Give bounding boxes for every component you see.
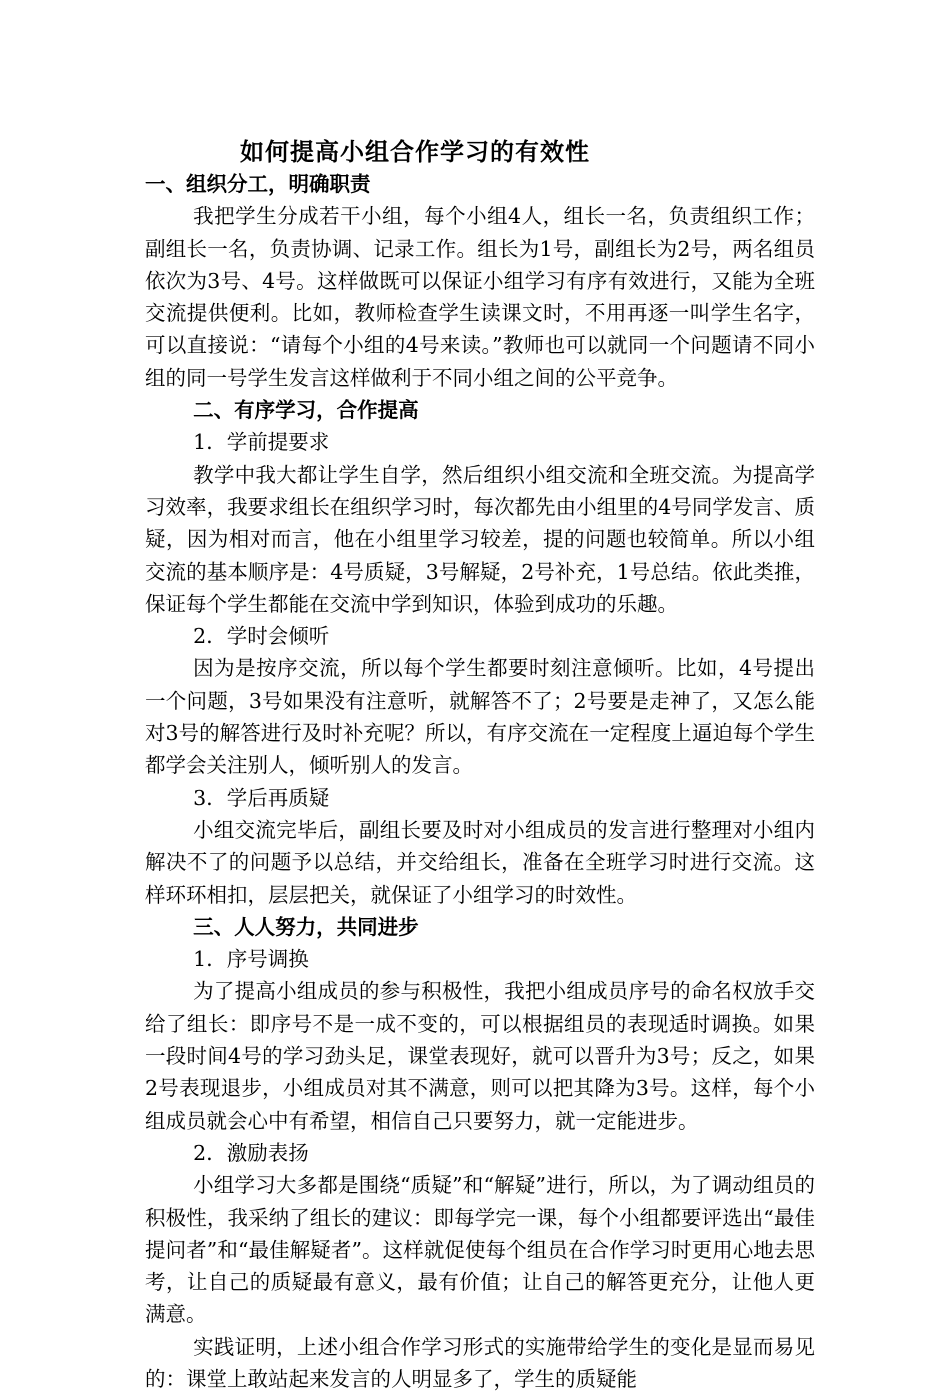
paragraph-3-2: 小组学习大多都是围绕“质疑”和“解疑”进行，所以，为了调动组员的积极性，我采纳了组长的建议：即每学完一课，每个小组都要评选出“最佳提问者”和“最佳解疑者”。这样就促使每个组员在合作学习时更用心地去思考，让自己的质疑最有意义，最有价值；让自己的解答更充分，让他人更满意。 — [145, 1173, 815, 1327]
paragraph-2-1: 教学中我大都让学生自学，然后组织小组交流和全班交流。为提高学习效率，我要求组长在组织学习时，每次都先由小组里的4号同学发言、质疑，因为相对而言，他在小组里学习较差，提的问题也较简单。所以小组交流的基本顺序是：4号质疑，3号解疑，2号补充，1号总结。依此类推，保证每个学生都能在交流中学到知识，体验到成功的乐趣。 — [145, 462, 815, 616]
document-body — [145, 168, 815, 1395]
paragraph-2-2: 因为是按序交流，所以每个学生都要时刻注意倾听。比如，4号提出一个问题，3号如果没有注意听，就解答不了；2号要是走神了，又怎么能对3号的解答进行及时补充呢？所以，有序交流在一定程度上逼迫每个学生都学会关注别人，倾听别人的发言。 — [145, 656, 815, 778]
section-heading-1: 一、组织分工，明确职责 — [145, 172, 371, 196]
subheading-3-1: 1．序号调换 — [193, 947, 309, 972]
subheading-3-2: 2．激励表扬 — [193, 1140, 309, 1165]
section-heading-2: 二、有序学习，合作提高 — [193, 398, 419, 423]
subheading-2-2: 2．学时会倾听 — [193, 624, 330, 649]
document-title: 如何提高小组合作学习的有效性 — [240, 137, 590, 166]
section-heading-3: 三、人人努力，共同进步 — [193, 914, 419, 939]
subheading-2-1: 1．学前提要求 — [193, 430, 330, 455]
paragraph-2-3: 小组交流完毕后，副组长要及时对小组成员的发言进行整理对小组内解决不了的问题予以总结，并交给组长，准备在全班学习时进行交流。这样环环相扣，层层把关，就保证了小组学习的时效性。 — [145, 817, 815, 907]
section-1-paragraph: 我把学生分成若干小组，每个小组4人，组长一名，负责组织工作；副组长一名，负责协调、记录工作。组长为1号，副组长为2号，两名组员依次为3号、4号。这样做既可以保证小组学习有序有效进行，又能为全班交流提供便利。比如，教师检查学生读课文时，不用再逐一叫学生名字，可以直接说：“请每个小组的4号来读。”教师也可以就同一个问题请不同小组的同一号学生发言这样做利于不同小组之间的公平竞争。 — [145, 204, 815, 390]
subheading-2-3: 3．学后再质疑 — [193, 785, 330, 810]
paragraph-3-1: 为了提高小组成员的参与积极性，我把小组成员序号的命名权放手交给了组长：即序号不是一成不变的，可以根据组员的表现适时调换。如果一段时间4号的学习劲头足，课堂表现好，就可以晋升为3号；反之，如果2号表现退步，小组成员对其不满意，则可以把其降为3号。这样，每个小组成员就会心中有希望，相信自己只要努力，就一定能进步。 — [145, 979, 815, 1133]
closing-paragraph: 实践证明，上述小组合作学习形式的实施带给学生的变化是显而易见的：课堂上敢站起来发言的人明显多了，学生的质疑能 — [145, 1334, 815, 1391]
